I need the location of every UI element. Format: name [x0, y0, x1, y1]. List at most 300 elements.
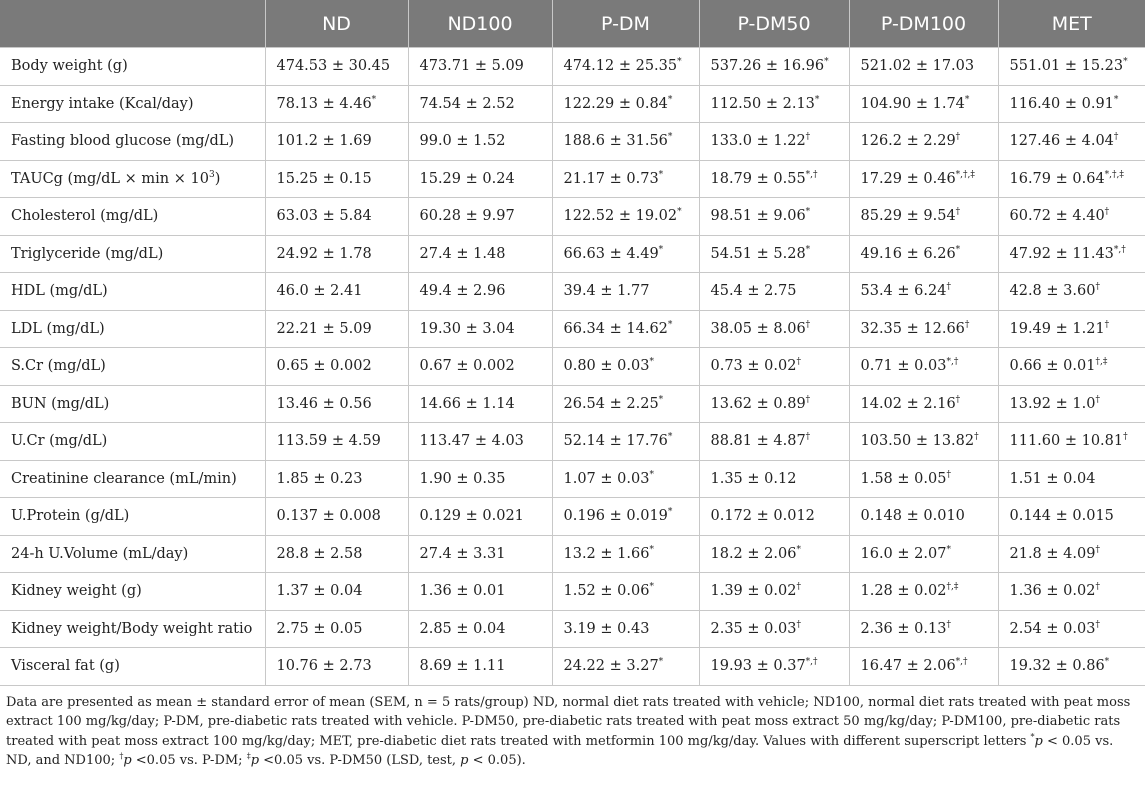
- cell-value: 13.46 ± 0.56: [276, 395, 372, 412]
- table-cell: [699, 385, 849, 423]
- row-label-text: U.Protein (g/dL): [11, 508, 130, 525]
- significance-marker: *: [667, 319, 673, 330]
- table-cell: [552, 648, 699, 686]
- row-label: [0, 535, 265, 573]
- significance-marker: *: [677, 207, 682, 218]
- cell-value: 0.137 ± 0.008: [276, 508, 381, 525]
- row-label-text: U.Cr (mg/dL): [11, 433, 108, 450]
- cell-value: 2.36 ± 0.13: [860, 620, 947, 637]
- row-label: [0, 348, 265, 386]
- cell-value: 66.34 ± 14.62: [563, 320, 668, 337]
- significance-marker: *,†: [805, 169, 818, 180]
- table-cell: [849, 198, 998, 236]
- cell-value: 0.144 ± 0.015: [1009, 508, 1114, 525]
- row-label-text: Cholesterol (mg/dL): [11, 208, 159, 225]
- footnote-sup-3: ‡: [246, 751, 251, 761]
- table-cell: [552, 348, 699, 386]
- row-label-text: LDL (mg/dL): [11, 320, 105, 337]
- significance-marker: †: [1095, 544, 1100, 555]
- table-cell: [552, 385, 699, 423]
- cell-value: 38.05 ± 8.06: [710, 320, 806, 337]
- cell-value: 45.4 ± 2.75: [710, 283, 797, 300]
- table-row: [0, 198, 1145, 236]
- table-cell: [408, 123, 552, 161]
- table-cell: [998, 460, 1145, 498]
- table-row: [0, 460, 1145, 498]
- table-header-row: [0, 0, 1145, 48]
- row-label-tail: ): [214, 170, 221, 187]
- cell-value: 113.47 ± 4.03: [419, 433, 524, 450]
- significance-marker: †: [1095, 282, 1100, 293]
- table-cell: [265, 460, 408, 498]
- significance-marker: *: [1113, 94, 1119, 105]
- cell-value: 21.17 ± 0.73: [563, 170, 659, 187]
- cell-value: 521.02 ± 17.03: [860, 58, 975, 75]
- cell-value: 88.81 ± 4.87: [710, 433, 806, 450]
- cell-value: 0.67 ± 0.002: [419, 358, 515, 375]
- table-cell: [408, 310, 552, 348]
- table-cell: [849, 123, 998, 161]
- table-cell: [699, 498, 849, 536]
- significance-marker: †: [946, 469, 951, 480]
- significance-marker: †: [955, 207, 961, 218]
- significance-marker: *: [1104, 657, 1110, 668]
- row-label-text: Kidney weight (g): [11, 583, 142, 600]
- table-cell: [265, 198, 408, 236]
- significance-marker: †: [796, 582, 801, 593]
- significance-marker: *: [371, 94, 377, 105]
- significance-marker: *: [667, 507, 673, 518]
- table-row: [0, 310, 1145, 348]
- significance-marker: †: [946, 619, 951, 630]
- table-cell: [552, 48, 699, 86]
- significance-marker: †: [805, 319, 811, 330]
- table-cell: [408, 235, 552, 273]
- significance-marker: *: [796, 544, 801, 555]
- table-cell: [699, 48, 849, 86]
- cell-value: 1.58 ± 0.05: [860, 470, 947, 487]
- table-cell: [699, 198, 849, 236]
- table-cell: [998, 310, 1145, 348]
- table-row: [0, 573, 1145, 611]
- table-cell: [699, 235, 849, 273]
- table-cell: [265, 273, 408, 311]
- table-cell: [552, 198, 699, 236]
- cell-value: 47.92 ± 11.43: [1009, 245, 1114, 262]
- cell-value: 0.65 ± 0.002: [276, 358, 372, 375]
- table-cell: [998, 348, 1145, 386]
- table-cell: [998, 498, 1145, 536]
- cell-value: 0.196 ± 0.019: [563, 508, 668, 525]
- table-cell: [699, 423, 849, 461]
- significance-marker: †,‡: [1095, 357, 1108, 368]
- footnote-p-1: p: [1034, 733, 1043, 749]
- cell-value: 537.26 ± 16.96: [710, 58, 825, 75]
- table-cell: [408, 385, 552, 423]
- table-cell: [699, 610, 849, 648]
- table-footnote: [0, 686, 1145, 771]
- cell-value: 112.50 ± 2.13: [710, 95, 815, 112]
- table-cell: [265, 48, 408, 86]
- cell-value: 2.75 ± 0.05: [276, 620, 363, 637]
- table-cell: [998, 385, 1145, 423]
- table-cell: [552, 160, 699, 198]
- significance-marker: †: [955, 394, 961, 405]
- row-label: [0, 423, 265, 461]
- cell-value: 188.6 ± 31.56: [563, 133, 668, 150]
- cell-value: 2.54 ± 0.03: [1009, 620, 1096, 637]
- significance-marker: *: [667, 94, 673, 105]
- table-row: [0, 498, 1145, 536]
- table-cell: [265, 610, 408, 648]
- significance-marker: *: [805, 207, 811, 218]
- cell-value: 101.2 ± 1.69: [276, 133, 372, 150]
- table-cell: [265, 648, 408, 686]
- table-cell: [265, 535, 408, 573]
- row-label-text: Creatinine clearance (mL/min): [11, 470, 237, 487]
- cell-value: 126.2 ± 2.29: [860, 133, 956, 150]
- cell-value: 1.52 ± 0.06: [563, 583, 650, 600]
- cell-value: 39.4 ± 1.77: [563, 283, 650, 300]
- row-label-text: S.Cr (mg/dL): [11, 358, 106, 375]
- row-label: [0, 123, 265, 161]
- significance-marker: †: [796, 357, 801, 368]
- row-label-text: BUN (mg/dL): [11, 395, 110, 412]
- header-cell-p-dm100: P-DM100: [849, 0, 998, 48]
- row-label-text: 24-h U.Volume (mL/day): [11, 545, 189, 562]
- table-cell: [699, 160, 849, 198]
- cell-value: 8.69 ± 1.11: [419, 658, 506, 675]
- significance-marker: *,†: [805, 657, 818, 668]
- table-cell: [265, 348, 408, 386]
- table-cell: [408, 648, 552, 686]
- table-row: [0, 48, 1145, 86]
- table-cell: [408, 48, 552, 86]
- cell-value: 127.46 ± 4.04: [1009, 133, 1114, 150]
- table-cell: [265, 573, 408, 611]
- row-label: [0, 48, 265, 86]
- table-cell: [552, 123, 699, 161]
- cell-value: 63.03 ± 5.84: [276, 208, 372, 225]
- cell-value: 0.71 ± 0.03: [860, 358, 947, 375]
- footnote-text-4: <0.05 vs. P-DM50 (LSD, test,: [259, 753, 461, 768]
- significance-marker: †: [796, 619, 801, 630]
- cell-value: 19.49 ± 1.21: [1009, 320, 1105, 337]
- significance-marker: †,‡: [946, 582, 959, 593]
- footnote-text-2: < 0.05 vs. ND, and ND100;: [6, 733, 1114, 768]
- table-row: [0, 423, 1145, 461]
- significance-marker: †: [974, 432, 979, 443]
- table-cell: [849, 610, 998, 648]
- row-label: [0, 573, 265, 611]
- cell-value: 18.2 ± 2.06: [710, 545, 797, 562]
- table-cell: [849, 273, 998, 311]
- cell-value: 19.93 ± 0.37: [710, 658, 806, 675]
- cell-value: 98.51 ± 9.06: [710, 208, 806, 225]
- cell-value: 116.40 ± 0.91: [1009, 95, 1114, 112]
- significance-marker: *: [658, 244, 664, 255]
- table-row: [0, 123, 1145, 161]
- row-label: [0, 648, 265, 686]
- significance-marker: †: [805, 432, 811, 443]
- table-cell: [552, 310, 699, 348]
- footnote-sup-2: †: [119, 751, 124, 761]
- cell-value: 2.85 ± 0.04: [419, 620, 506, 637]
- cell-value: 122.29 ± 0.84: [563, 95, 668, 112]
- cell-value: 1.28 ± 0.02: [860, 583, 947, 600]
- cell-value: 46.0 ± 2.41: [276, 283, 363, 300]
- significance-marker: †: [955, 132, 961, 143]
- table-cell: [998, 423, 1145, 461]
- table-cell: [552, 535, 699, 573]
- significance-marker: †: [946, 282, 951, 293]
- cell-value: 19.30 ± 3.04: [419, 320, 515, 337]
- footnote-p-4: p: [460, 753, 469, 768]
- header-cell-p-dm: P-DM: [552, 0, 699, 48]
- table-cell: [265, 310, 408, 348]
- cell-value: 10.76 ± 2.73: [276, 658, 372, 675]
- table-cell: [552, 573, 699, 611]
- footnote-text-3: <0.05 vs. P-DM;: [131, 753, 247, 768]
- row-label-text: Triglyceride (mg/dL): [11, 245, 164, 262]
- significance-marker: *,†,‡: [1104, 169, 1124, 180]
- table-cell: [408, 610, 552, 648]
- header-cell-met: MET: [998, 0, 1145, 48]
- row-label: [0, 198, 265, 236]
- cell-value: 99.0 ± 1.52: [419, 133, 506, 150]
- table-cell: [552, 498, 699, 536]
- cell-value: 0.129 ± 0.021: [419, 508, 524, 525]
- cell-value: 1.36 ± 0.01: [419, 583, 506, 600]
- cell-value: 13.92 ± 1.0: [1009, 395, 1096, 412]
- table-cell: [998, 273, 1145, 311]
- table-cell: [552, 85, 699, 123]
- cell-value: 473.71 ± 5.09: [419, 58, 524, 75]
- cell-value: 0.80 ± 0.03: [563, 358, 650, 375]
- table-cell: [849, 535, 998, 573]
- row-label-text: Kidney weight/Body weight ratio: [11, 620, 253, 637]
- cell-value: 122.52 ± 19.02: [563, 208, 678, 225]
- row-label-text: Fasting blood glucose (mg/dL): [11, 133, 235, 150]
- table-cell: [699, 348, 849, 386]
- cell-value: 104.90 ± 1.74: [860, 95, 965, 112]
- row-label: [0, 85, 265, 123]
- significance-marker: †: [1123, 432, 1128, 443]
- cell-value: 49.16 ± 6.26: [860, 245, 956, 262]
- cell-value: 53.4 ± 6.24: [860, 283, 947, 300]
- cell-value: 0.148 ± 0.010: [860, 508, 965, 525]
- cell-value: 54.51 ± 5.28: [710, 245, 806, 262]
- significance-marker: *: [667, 432, 673, 443]
- cell-value: 133.0 ± 1.22: [710, 133, 806, 150]
- cell-value: 1.07 ± 0.03: [563, 470, 650, 487]
- cell-value: 15.29 ± 0.24: [419, 170, 515, 187]
- table-cell: [849, 310, 998, 348]
- significance-marker: *,†: [955, 657, 968, 668]
- row-label: [0, 460, 265, 498]
- cell-value: 1.35 ± 0.12: [710, 470, 797, 487]
- significance-marker: *: [1123, 57, 1128, 68]
- table-cell: [408, 573, 552, 611]
- table-row: [0, 648, 1145, 686]
- table-cell: [998, 85, 1145, 123]
- table-cell: [265, 385, 408, 423]
- cell-value: 0.66 ± 0.01: [1009, 358, 1096, 375]
- significance-marker: *: [667, 132, 673, 143]
- cell-value: 52.14 ± 17.76: [563, 433, 668, 450]
- row-label-text: Energy intake (Kcal/day): [11, 95, 194, 112]
- cell-value: 113.59 ± 4.59: [276, 433, 381, 450]
- cell-value: 16.79 ± 0.64: [1009, 170, 1105, 187]
- row-label-text: HDL (mg/dL): [11, 283, 108, 300]
- significance-marker: *: [649, 582, 654, 593]
- table-cell: [849, 48, 998, 86]
- table-cell: [699, 310, 849, 348]
- table-row: [0, 273, 1145, 311]
- header-cell-nd: ND: [265, 0, 408, 48]
- table-row: [0, 348, 1145, 386]
- table-cell: [699, 123, 849, 161]
- table-row: [0, 610, 1145, 648]
- cell-value: 26.54 ± 2.25: [563, 395, 659, 412]
- significance-marker: *: [658, 169, 664, 180]
- table-cell: [699, 648, 849, 686]
- cell-value: 13.2 ± 1.66: [563, 545, 650, 562]
- significance-marker: †: [1095, 394, 1100, 405]
- cell-value: 32.35 ± 12.66: [860, 320, 965, 337]
- table-cell: [998, 48, 1145, 86]
- cell-value: 78.13 ± 4.46: [276, 95, 372, 112]
- header-cell-parameter: [0, 0, 265, 48]
- cell-value: 0.73 ± 0.02: [710, 358, 797, 375]
- row-label-text: TAUCg (mg/dL × min × 10: [11, 170, 209, 187]
- table-row: [0, 535, 1145, 573]
- significance-marker: *: [649, 544, 654, 555]
- significance-marker: †: [1113, 132, 1119, 143]
- row-label-text: Visceral fat (g): [11, 658, 120, 675]
- significance-marker: †: [1095, 582, 1100, 593]
- footnote-p-3: p: [250, 753, 260, 768]
- cell-value: 1.39 ± 0.02: [710, 583, 797, 600]
- cell-value: 24.22 ± 3.27: [563, 658, 659, 675]
- cell-value: 66.63 ± 4.49: [563, 245, 659, 262]
- cell-value: 103.50 ± 13.82: [860, 433, 975, 450]
- significance-marker: *: [955, 244, 961, 255]
- footnote-text-1: Data are presented as mean ± standard error of mean (SEM, n = 5 rats/group) ND, normal diet rats treated with vehicle; ND100, normal diet rats treated with peat moss extract 100 mg/kg/day; P-DM, pre-diabetic rats treated with vehicle. P-DM50, pre-diabetic rats treated with peat moss extract 50 mg/kg/day; P-DM100, pre-diabetic rats treated with peat moss extract 100 mg/kg/day; MET, pre-diabetic diet rats treated with metformin 100 mg/kg/day. Values with different superscript letters: [6, 694, 1131, 749]
- table-cell: [998, 648, 1145, 686]
- row-label: [0, 310, 265, 348]
- row-label: [0, 498, 265, 536]
- table-cell: [849, 423, 998, 461]
- row-label: [0, 273, 265, 311]
- table-cell: [998, 535, 1145, 573]
- table-cell: [849, 85, 998, 123]
- cell-value: 13.62 ± 0.89: [710, 395, 806, 412]
- cell-value: 474.12 ± 25.35: [563, 58, 678, 75]
- table-row: [0, 85, 1145, 123]
- cell-value: 111.60 ± 10.81: [1009, 433, 1124, 450]
- cell-value: 60.28 ± 9.97: [419, 208, 515, 225]
- cell-value: 17.29 ± 0.46: [860, 170, 956, 187]
- table-row: [0, 385, 1145, 423]
- table-cell: [699, 535, 849, 573]
- table-cell: [552, 460, 699, 498]
- table-row: [0, 160, 1145, 198]
- significance-marker: *,†,‡: [955, 169, 975, 180]
- cell-value: 85.29 ± 9.54: [860, 208, 956, 225]
- cell-value: 49.4 ± 2.96: [419, 283, 506, 300]
- cell-value: 1.85 ± 0.23: [276, 470, 363, 487]
- table-cell: [408, 423, 552, 461]
- significance-marker: *: [677, 57, 682, 68]
- footnote-text-5: < 0.05).: [468, 753, 526, 768]
- significance-marker: *: [964, 94, 970, 105]
- table-row: [0, 235, 1145, 273]
- significance-marker: *: [814, 94, 820, 105]
- cell-value: 0.172 ± 0.012: [710, 508, 815, 525]
- significance-marker: †: [1104, 207, 1110, 218]
- cell-value: 14.66 ± 1.14: [419, 395, 515, 412]
- row-label: [0, 235, 265, 273]
- footnote-sup-1: *: [1030, 732, 1035, 742]
- header-cell-p-dm50: P-DM50: [699, 0, 849, 48]
- table-cell: [699, 573, 849, 611]
- table-cell: [849, 648, 998, 686]
- significance-marker: †: [1104, 319, 1110, 330]
- cell-value: 15.25 ± 0.15: [276, 170, 372, 187]
- table-cell: [265, 160, 408, 198]
- cell-value: 74.54 ± 2.52: [419, 95, 515, 112]
- cell-value: 19.32 ± 0.86: [1009, 658, 1105, 675]
- table-cell: [265, 123, 408, 161]
- table-cell: [408, 160, 552, 198]
- table-cell: [265, 498, 408, 536]
- table-cell: [849, 235, 998, 273]
- significance-marker: *: [805, 244, 811, 255]
- table-cell: [998, 123, 1145, 161]
- table-cell: [849, 348, 998, 386]
- cell-value: 2.35 ± 0.03: [710, 620, 797, 637]
- significance-marker: *,†: [1113, 244, 1126, 255]
- table-cell: [998, 573, 1145, 611]
- table-cell: [998, 160, 1145, 198]
- table-cell: [408, 348, 552, 386]
- significance-marker: †: [805, 132, 811, 143]
- table-cell: [699, 85, 849, 123]
- table-cell: [998, 198, 1145, 236]
- row-label: [0, 610, 265, 648]
- table-cell: [849, 573, 998, 611]
- table-cell: [408, 460, 552, 498]
- significance-marker: *: [649, 357, 654, 368]
- table-cell: [265, 423, 408, 461]
- table-cell: [265, 235, 408, 273]
- cell-value: 27.4 ± 1.48: [419, 245, 506, 262]
- footnote-p-2: p: [123, 753, 132, 768]
- significance-marker: *: [649, 469, 654, 480]
- table-cell: [552, 273, 699, 311]
- cell-value: 16.0 ± 2.07: [860, 545, 947, 562]
- significance-marker: *,†: [946, 357, 959, 368]
- significance-marker: †: [1095, 619, 1100, 630]
- table-cell: [849, 385, 998, 423]
- cell-value: 1.90 ± 0.35: [419, 470, 506, 487]
- cell-value: 3.19 ± 0.43: [563, 620, 650, 637]
- cell-value: 27.4 ± 3.31: [419, 545, 506, 562]
- table-cell: [265, 85, 408, 123]
- significance-marker: *: [946, 544, 951, 555]
- cell-value: 1.36 ± 0.02: [1009, 583, 1096, 600]
